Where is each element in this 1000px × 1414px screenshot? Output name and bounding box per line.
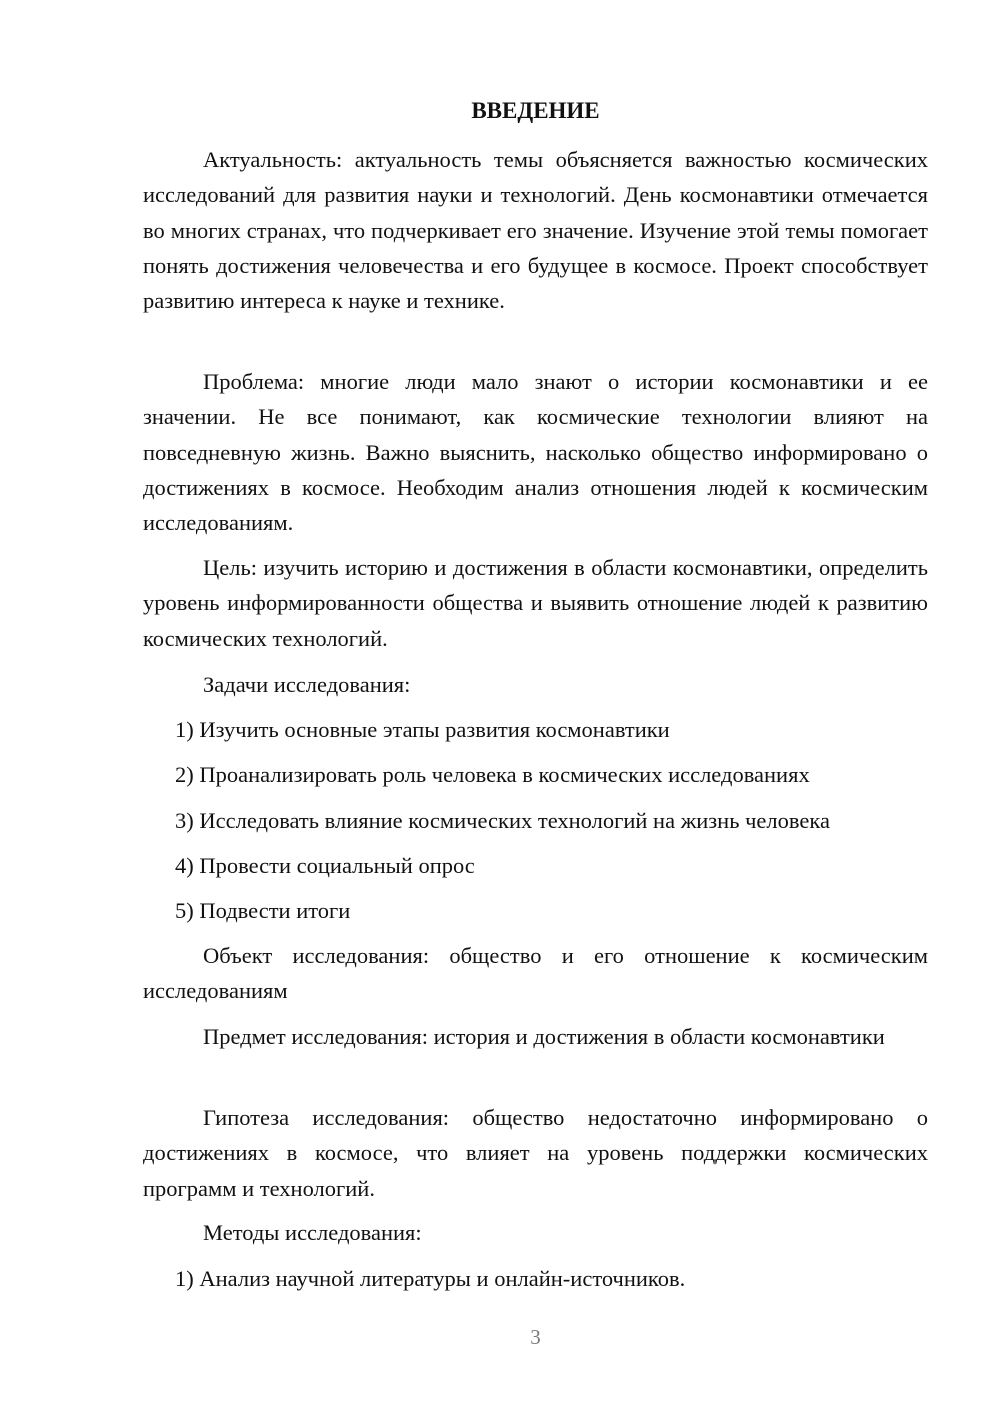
relevance-paragraph: Актуальность: актуальность темы объясняется важностью космических исследований для развития науки и технологий. День космонавтики отмечается во многих странах, что подчеркивает его значение. Изучение этой темы помогает понять достижения человечества и его будущее в космосе. Проект способствует развитию интереса к науке и технике. [143, 147, 928, 314]
task-item-4: 4) Провести социальный опрос [175, 853, 475, 878]
method-item-1: 1) Анализ научной литературы и онлайн-источников. [175, 1266, 686, 1291]
task-item-2: 2) Проанализировать роль человека в космических исследованиях [175, 762, 810, 787]
methods-heading: Методы исследования: [203, 1220, 422, 1245]
hypothesis-paragraph: Гипотеза исследования: общество недостаточно информировано о достижениях в космосе, что влияет на уровень поддержки космических программ и технологий. [143, 1105, 928, 1201]
page-number: 3 [530, 1325, 541, 1349]
object-paragraph: Объект исследования: общество и его отношение к космическим исследованиям [143, 943, 928, 1004]
goal-paragraph: Цель: изучить историю и достижения в области космонавтики, определить уровень информированности общества и выявить отношение людей к развитию космических технологий. [143, 555, 928, 651]
page-title: ВВЕДЕНИЕ [471, 98, 600, 123]
task-item-3: 3) Исследовать влияние космических технологий на жизнь человека [175, 808, 830, 833]
subject-paragraph: Предмет исследования: история и достижения в области космонавтики [203, 1024, 885, 1049]
document-page [143, 0, 928, 1414]
tasks-heading: Задачи исследования: [203, 672, 411, 697]
task-item-1: 1) Изучить основные этапы развития космонавтики [175, 717, 670, 742]
problem-paragraph: Проблема: многие люди мало знают о истории космонавтики и ее значении. Не все понимают, как космические технологии влияют на повседневную жизнь. Важно выяснить, насколько общество информировано о достижениях в космосе. Необходим анализ отношения людей к космическим исследованиям. [143, 369, 928, 536]
task-item-5: 5) Подвести итоги [175, 898, 351, 923]
